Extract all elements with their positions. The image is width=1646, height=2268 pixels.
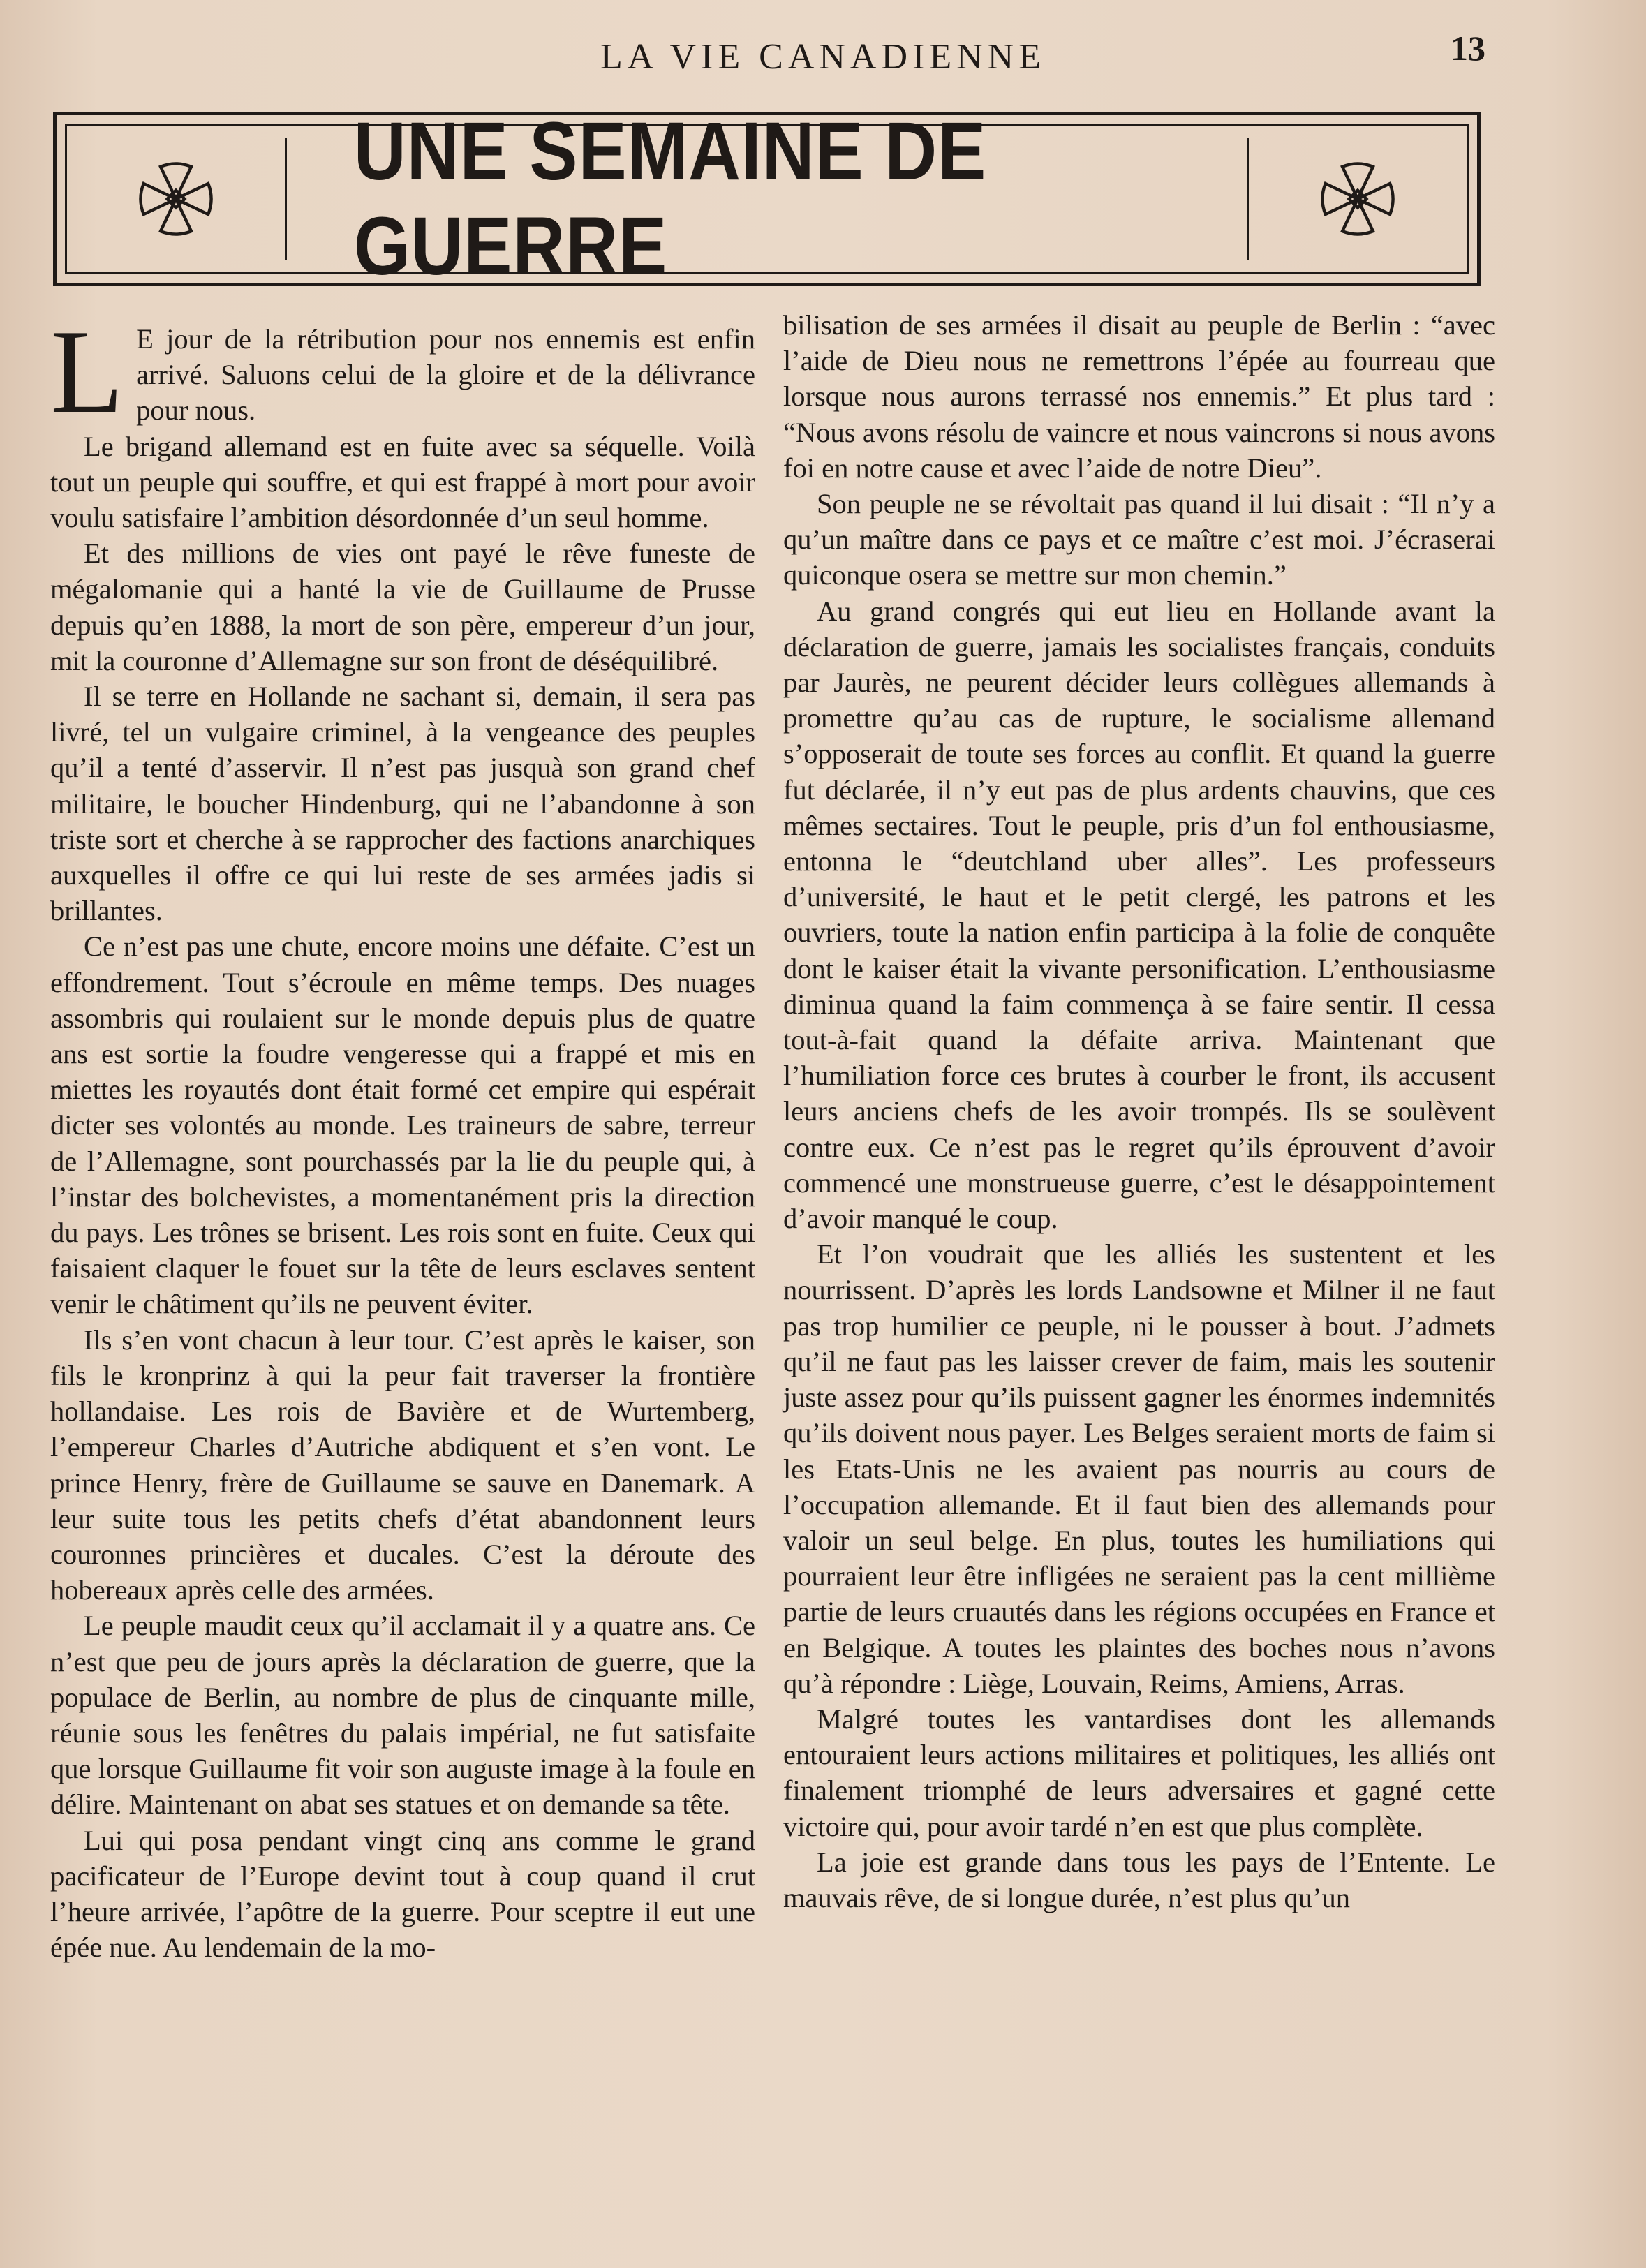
- paragraph: Ils s’en vont chacun à leur tour. C’est après le kaiser, son fils le kronprinz à qui la peur fait traverser la frontière hollandaise. Les rois de Bavière et de Wurtemberg, l’empereur Charles d’Autriche abdiquent et s’en vont. Le prince Henry, frère de Guillaume se sauve en Danemark. A leur suite tous les petits chefs d’état abandonnent leurs couronnes princières et ducales. C’est la déroute des hobereaux après celle des armées.: [50, 1324, 755, 1606]
- paragraph: bilisation de ses armées il disait au peuple de Berlin : “avec l’aide de Dieu nous ne remettrons l’épée au fourreau que lorsque nous aurons terrassé nos ennemis.” Et plus tard : “Nous avons résolu de vaincre et nous vaincrons si nous avons foi en notre cause et avec l’aide de notre Dieu”.: [783, 309, 1495, 484]
- article-title: UNE SEMAINE DE GUERRE: [353, 105, 987, 292]
- paragraph-text: E jour de la rétribution pour nos ennemis est enfin arrivé. Saluons celui de la gloire et de la délivrance pour nous.: [136, 323, 755, 427]
- paragraph: Le peuple maudit ceux qu’il acclamait il y a quatre ans. Ce n’est que peu de jours après la déclaration de guerre, que la populace de Berlin, au nombre de plus de cinquante mille, réunie sous les fenêtres du palais impérial, ne fut satisfaite que lorsque Guillaume fit voir son auguste image à la foule en délire. Maintenant on abat ses statues et on demande sa tête.: [50, 1610, 755, 1821]
- paragraph: Malgré toutes les vantardises dont les allemands entouraient leurs actions militaires et politiques, les alliés ont finalement triomphé de leurs adversaires et gagné cette victoire qui, pour avoir tardé n’en est que plus complète.: [783, 1703, 1495, 1842]
- title-banner: [53, 105, 1481, 292]
- page-number: 13: [1451, 29, 1485, 68]
- right-column: [783, 307, 1495, 1915]
- quatrefoil-ornament-icon: [138, 161, 214, 237]
- paragraph: Il se terre en Hollande ne sachant si, demain, il sera pas livré, tel un vulgaire criminel, à la vengeance des peuples qu’il a tenté d’asservir. Il n’est pas jusquà son grand chef militaire, le boucher Hindenburg, qui ne l’abandonne à son triste sort et cherche à se rapprocher des factions anarchiques auxquelles il offre ce qui lui reste de ses armées jadis si brillantes.: [50, 681, 755, 927]
- right-ornament-box: [1247, 138, 1467, 260]
- running-title: LA VIE CANADIENNE: [600, 37, 1046, 77]
- paragraph: Le brigand allemand est en fuite avec sa séquelle. Voilà tout un peuple qui souffre, et qui est frappé à mort pour avoir voulu satisfaire l’ambition désordonnée d’un seul homme.: [50, 430, 755, 534]
- paragraph: Et l’on voudrait que les alliés les sustentent et les nourrissent. D’après les lords Landsowne et Milner il ne faut pas trop humilier ce peuple, ni le pousser à bout. J’admets qu’il ne faut pas les laisser crever de faim, mais les soutenir juste assez pour qu’ils puissent gagner les énormes indemnités qu’ils doivent nous payer. Les Belges seraient morts de faim si les Etats-Unis ne les avaient pas nourris au cours de l’occupation allemande. Et il faut bien des allemands pour valoir un seul belge. En plus, toutes les humiliations qui pourraient leur être infligées ne seraient pas la cent millième partie de leurs cruautés dans les régions occupées en France et en Belgique. A toutes les plaintes des boches nous n’avons qu’à répondre : Liège, Louvain, Reims, Amiens, Arras.: [783, 1238, 1495, 1699]
- paragraph: Et des millions de vies ont payé le rêve funeste de mégalomanie qui a hanté la vie de Guillaume de Prusse depuis qu’en 1888, la mort de son père, empereur d’un jour, mit la couronne d’Allemagne sur son front de déséquilibré.: [50, 538, 755, 676]
- paragraph: Lui qui posa pendant vingt cinq ans comme le grand pacificateur de l’Europe devint tout à coup quand il crut l’heure arrivée, l’apôtre de la guerre. Pour sceptre il eut une épée nue. Au lendemain de la mo-: [50, 1824, 755, 1964]
- paragraph: Ce n’est pas une chute, encore moins une défaite. C’est un effondrement. Tout s’écroule en même temps. Des nuages assombris qui roulaient sur le monde depuis plus de quatre ans est sortie la foudre vengeresse qui a frappé et mis en miettes les royautés dont était formé cet empire qui espérait dicter ses volontés au monde. Les traineurs de sabre, terreur de l’Allemagne, sont pourchassés par la lie du peuple qui, à l’instar des bolchevistes, a momentanément pris la direction du pays. Les trônes se brisent. Les rois sont en fuite. Ceux qui faisaient claquer le fouet sur la tête de leurs esclaves sentent venir le châtiment qu’ils ne peuvent éviter.: [50, 931, 755, 1320]
- paragraph: La joie est grande dans tous les pays de l’Entente. Le mauvais rêve, de si longue durée, n’est plus qu’un: [783, 1846, 1495, 1913]
- paragraph: Au grand congrés qui eut lieu en Hollande avant la déclaration de guerre, jamais les socialistes français, conduits par Jaurès, ne peurent décider leurs collègues allemands à promettre qu’au cas de rupture, le socialisme allemand s’opposerait de toute ses forces au conflit. Et quand la guerre fut déclarée, il n’y eut pas de plus ardents chauvins, que ces mêmes sectaires. Tout le peuple, pris d’un fol enthousiasme, entonna le “deutchland uber alles”. Les professeurs d’université, le haut et le petit clergé, les patrons et les ouvriers, toute la nation enfin participa à la folie de conquête dont le kaiser était la vivante personification. L’enthousiasme diminua quand la faim commença à se faire sentir. Il cessa tout-à-fait quand la défaite arriva. Maintenant que l’humiliation force ces brutes à courber le front, ils accusent leurs anciens chefs de les avoir trompés. Ils se soulèvent contre eux. Ce n’est pas le regret qu’ils éprouvent d’avoir commencé une monstrueuse guerre, c’est le désappointement d’avoir manqué le coup.: [783, 595, 1495, 1235]
- left-column: [50, 306, 755, 1965]
- quatrefoil-ornament-icon: [1319, 161, 1396, 237]
- title-banner-inner-frame: [65, 105, 1469, 292]
- left-ornament-box: [67, 138, 287, 260]
- paragraph: [50, 306, 755, 438]
- drop-cap: L: [50, 306, 124, 438]
- paragraph: Son peuple ne se révoltait pas quand il lui disait : “Il n’y a qu’un maître dans ce pays et ce maître c’est moi. J’écraserai quiconque osera se mettre sur mon chemin.”: [783, 488, 1495, 591]
